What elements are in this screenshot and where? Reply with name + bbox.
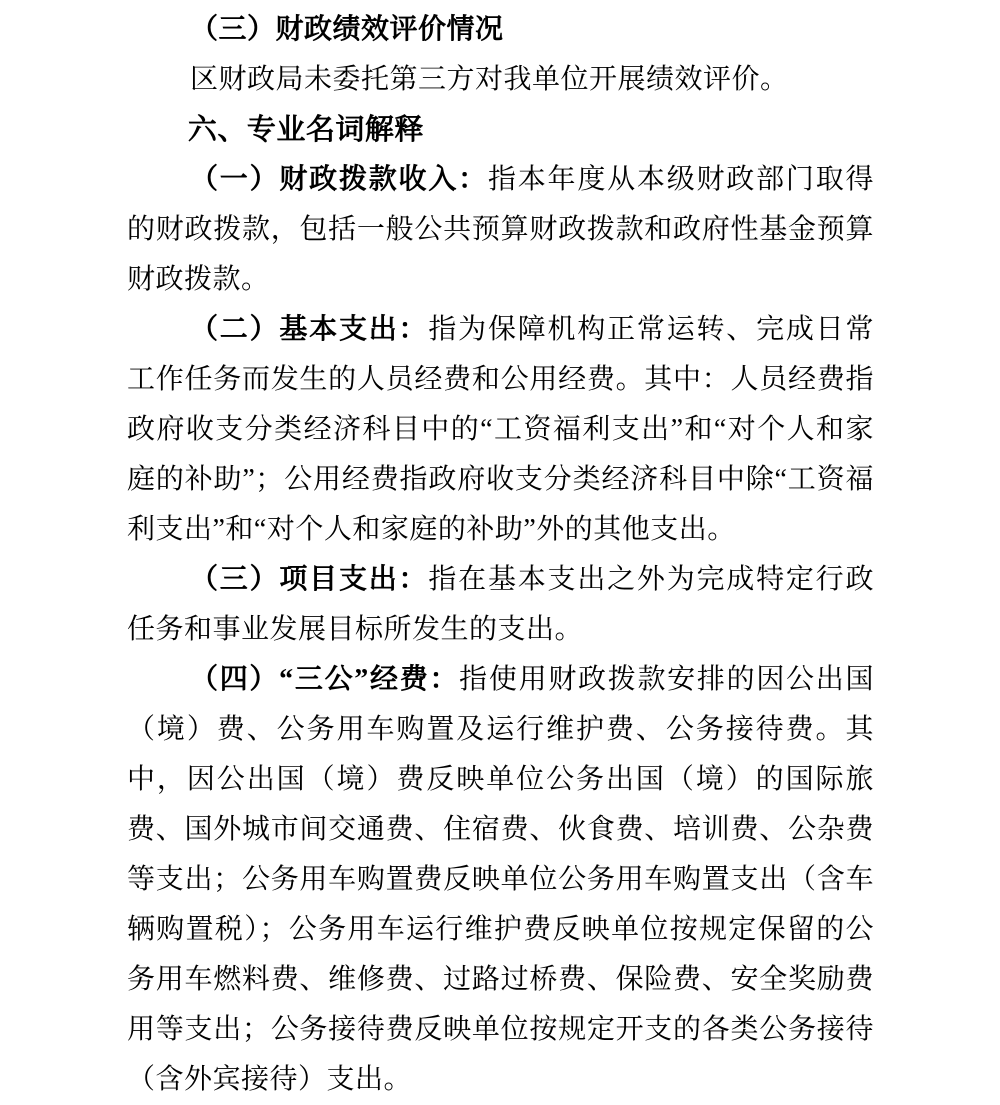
paragraph-text: 区财政局未委托第三方对我单位开展绩效评价。 bbox=[190, 64, 789, 95]
term-definition: 指为保障机构正常运转、完成日常工作任务而发生的人员经费和公用经费。其中：人员经费指政府收支分类经济科目中的“工资福利支出”和“对个人和家庭的补助”；公用经费指政府收支分类经济科目中除“工资福利支出”和“对个人和家庭的补助”外的其他支出。 bbox=[127, 314, 874, 545]
paragraph-term-basic-expenditure bbox=[127, 305, 874, 555]
term-label: （一）财政拨款收入： bbox=[190, 164, 488, 195]
term-definition: 指使用财政拨款安排的因公出国（境）费、公务用车购置及运行维护费、公务接待费。其中，因公出国（境）费反映单位公务出国（境）的国际旅费、国外城市间交通费、住宿费、伙食费、培训费、公杂费等支出；公务用车购置费反映单位公务用车购置支出（含车辆购置税）；公务用车运行维护费反映单位按规定保留的公务用车燃料费、维修费、过路过桥费、保险费、安全奖励费用等支出；公务接待费反映单位按规定开支的各类公务接待（含外宾接待）支出。 bbox=[127, 664, 874, 1095]
section-heading-terminology-explanation: 六、专业名词解释 bbox=[187, 114, 424, 146]
term-definition: 指本年度从本级财政部门取得的财政拨款，包括一般公共预算财政拨款和政府性基金预算财政拨款。 bbox=[127, 164, 874, 295]
term-definition: 指在基本支出之外为完成特定行政任务和事业发展目标所发生的支出。 bbox=[127, 564, 874, 645]
term-label: （三）项目支出： bbox=[190, 564, 429, 595]
paragraph-term-three-public-funds bbox=[127, 655, 874, 1105]
paragraph-term-fiscal-appropriation-income bbox=[127, 155, 874, 305]
term-label: （四）“三公”经费： bbox=[190, 664, 460, 695]
paragraph-term-project-expenditure bbox=[127, 555, 874, 655]
term-label: （二）基本支出： bbox=[190, 314, 429, 345]
paragraph-performance-evaluation-status bbox=[127, 55, 874, 105]
subsection-heading-fiscal-performance-evaluation: （三）财政绩效评价情况 bbox=[190, 14, 504, 45]
